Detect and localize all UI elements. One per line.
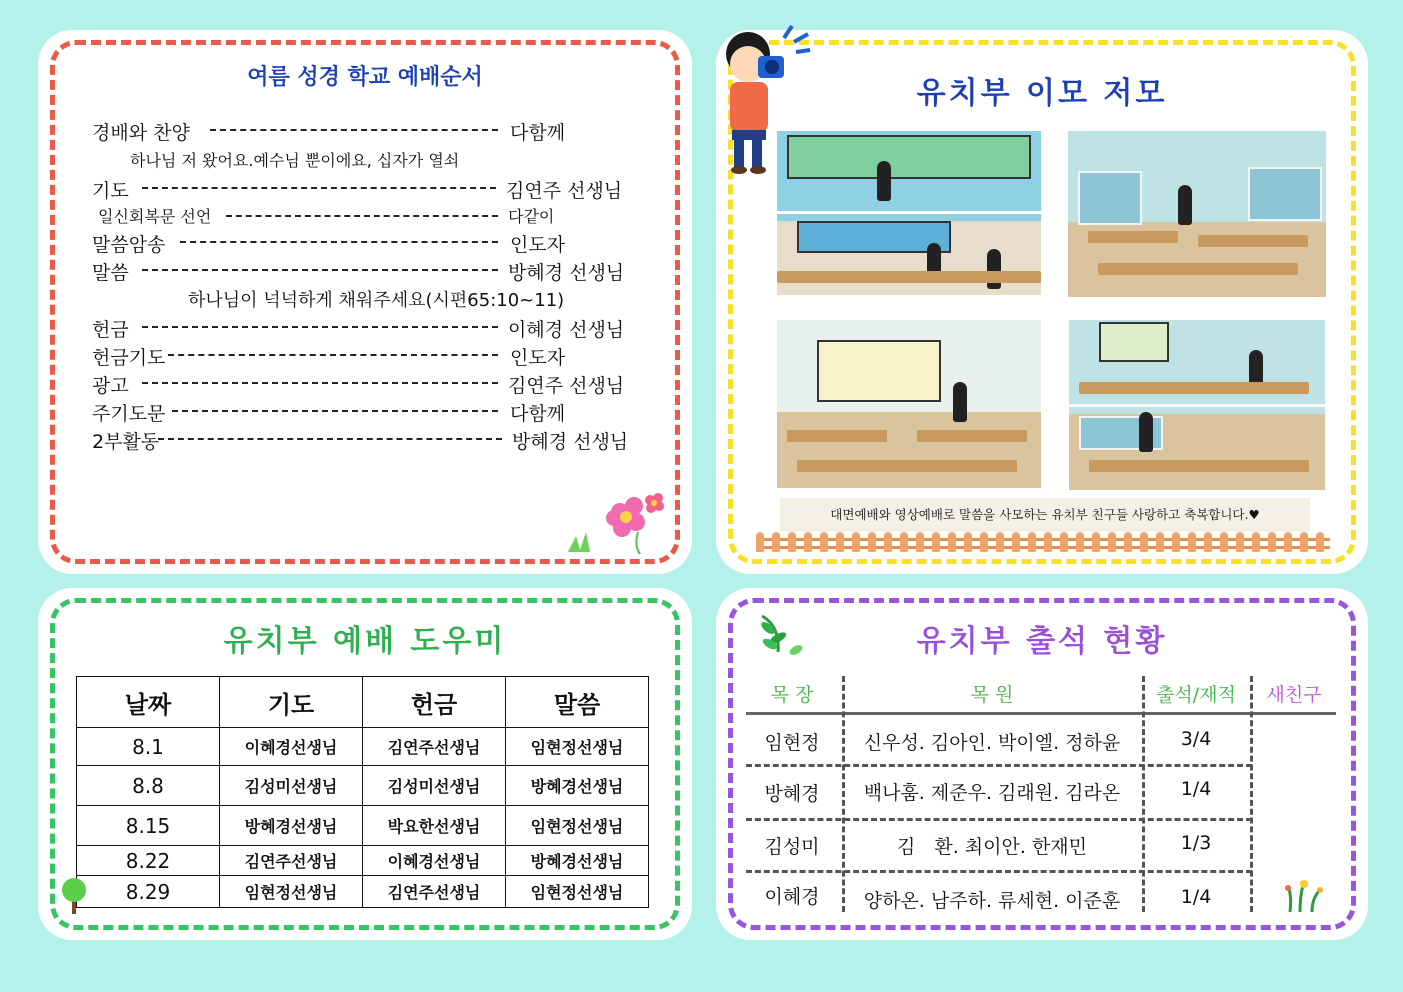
dotted-leader	[142, 269, 498, 271]
order-row	[92, 118, 566, 145]
leaf-icon	[752, 612, 812, 664]
worship-helpers-panel	[38, 588, 692, 940]
group-members: 백나훔. 제준우. 김래원. 김라온	[863, 782, 1121, 804]
helpers-table	[76, 676, 649, 908]
order-who: 이혜경 선생님	[508, 319, 625, 341]
table-row	[77, 846, 649, 876]
order-who: 김연주 선생님	[508, 375, 625, 397]
photo-classroom-1	[1068, 131, 1326, 297]
group-leader: 이혜경	[764, 886, 820, 908]
header-prayer: 기도	[220, 677, 363, 728]
photo-classroom-2	[1069, 320, 1325, 490]
fence-post	[852, 532, 860, 552]
row-divider	[746, 818, 1252, 821]
fence-post	[1156, 532, 1164, 552]
fence-post	[1092, 532, 1100, 552]
table-cell: 김연주선생님	[363, 876, 506, 908]
sermon-title: 하나님이 넉넉하게 채워주세요(시편65:10~11)	[188, 290, 565, 311]
order-label: 헌금기도	[92, 347, 166, 369]
fence-post	[900, 532, 908, 552]
table-row	[77, 728, 649, 766]
dotted-leader	[142, 382, 498, 384]
row-divider	[746, 870, 1252, 873]
header-members: 목 원	[970, 684, 1014, 706]
order-who: 다함께	[510, 122, 566, 144]
order-row	[92, 230, 566, 257]
column-divider	[1250, 676, 1253, 912]
photos-panel	[716, 30, 1368, 574]
table-cell: 방혜경선생님	[220, 806, 363, 846]
order-row	[92, 315, 625, 342]
fence-post	[1204, 532, 1212, 552]
header-divider	[746, 712, 1336, 715]
order-who: 다같이	[508, 207, 555, 226]
order-row	[92, 427, 629, 454]
fence-post	[836, 532, 844, 552]
order-label: 기도	[92, 180, 129, 202]
order-who: 다함께	[510, 403, 566, 425]
date-cell: 8.22	[77, 846, 220, 876]
order-title: 여름 성경 학교 예배순서	[247, 65, 483, 90]
dotted-leader	[142, 187, 496, 189]
table-cell: 방혜경선생님	[506, 766, 649, 806]
fence-post	[1172, 532, 1180, 552]
order-row	[92, 343, 566, 370]
table-row	[77, 876, 649, 908]
photos-caption: 대면예배와 영상예배로 말씀을 사모하는 유치부 친구들 사랑하고 축복합니다.♥	[780, 498, 1310, 532]
attendance-count: 3/4	[1180, 728, 1212, 750]
fence-post	[996, 532, 1004, 552]
flower-icon	[562, 492, 672, 556]
dotted-leader	[158, 438, 502, 440]
plant-icon	[1282, 878, 1326, 914]
table-cell: 김연주선생님	[220, 846, 363, 876]
order-who: 인도자	[510, 347, 566, 369]
table-row	[77, 806, 649, 846]
dotted-leader	[210, 129, 498, 131]
fence-post	[1060, 532, 1068, 552]
fence-post	[1220, 532, 1228, 552]
table-cell: 이혜경선생님	[220, 728, 363, 766]
order-label: 2부활동	[92, 431, 160, 453]
group-members: 양하온. 남주하. 류세현. 이준훈	[863, 890, 1121, 912]
order-of-service-panel	[38, 30, 692, 574]
order-label: 주기도문	[92, 403, 166, 425]
fence-decoration	[756, 532, 1330, 556]
table-cell: 임현정선생님	[220, 876, 363, 908]
order-row	[92, 176, 623, 203]
fence-post	[868, 532, 876, 552]
order-who: 김연주 선생님	[506, 180, 623, 202]
date-cell: 8.8	[77, 766, 220, 806]
table-cell: 김성미선생님	[363, 766, 506, 806]
fence-post	[964, 532, 972, 552]
helpers-title: 유치부 예배 도우미	[223, 624, 507, 659]
table-header-row	[77, 677, 649, 728]
fence-post	[788, 532, 796, 552]
fence-post	[1284, 532, 1292, 552]
table-cell: 김연주선생님	[363, 728, 506, 766]
fence-post	[1044, 532, 1052, 552]
order-label: 광고	[92, 375, 129, 397]
fence-post	[1076, 532, 1084, 552]
date-cell: 8.1	[77, 728, 220, 766]
header-sermon: 말씀	[506, 677, 649, 728]
header-offering: 헌금	[363, 677, 506, 728]
order-label: 말씀암송	[92, 234, 166, 256]
fence-post	[980, 532, 988, 552]
fence-post	[1316, 532, 1324, 552]
dotted-leader	[168, 354, 498, 356]
order-row	[92, 371, 625, 398]
attendance-title: 유치부 출석 현황	[916, 624, 1168, 659]
date-cell: 8.29	[77, 876, 220, 908]
fence-post	[1236, 532, 1244, 552]
order-who: 방혜경 선생님	[508, 262, 625, 284]
attendance-count: 1/3	[1180, 832, 1212, 854]
table-cell: 임현정선생님	[506, 806, 649, 846]
table-cell: 방혜경선생님	[506, 846, 649, 876]
attendance-count: 1/4	[1180, 778, 1212, 800]
table-cell: 김성미선생님	[220, 766, 363, 806]
fence-post	[820, 532, 828, 552]
order-who: 인도자	[510, 234, 566, 256]
tree-icon	[58, 876, 90, 916]
fence-post	[916, 532, 924, 552]
fence-post	[884, 532, 892, 552]
dotted-leader	[142, 326, 498, 328]
fence-post	[756, 532, 764, 552]
table-cell: 이혜경선생님	[363, 846, 506, 876]
dotted-leader	[226, 215, 498, 217]
photos-title: 유치부 이모 저모	[916, 76, 1168, 111]
group-leader: 방혜경	[764, 783, 820, 805]
fence-post	[1140, 532, 1148, 552]
fence-post	[932, 532, 940, 552]
header-attendance: 출석/재적	[1156, 684, 1236, 706]
attendance-count: 1/4	[1180, 886, 1212, 908]
order-label: 경배와 찬양	[92, 122, 190, 144]
header-date: 날짜	[77, 677, 220, 728]
fence-post	[1300, 532, 1308, 552]
fence-post	[772, 532, 780, 552]
group-members: 김 환. 최이안. 한재민	[897, 836, 1087, 858]
fence-post	[1012, 532, 1020, 552]
group-leader: 김성미	[764, 836, 820, 858]
order-row	[92, 399, 566, 426]
order-label: 말씀	[92, 262, 129, 284]
group-members: 신우성. 김아인. 박이엘. 정하윤	[863, 732, 1121, 754]
date-cell: 8.15	[77, 806, 220, 846]
photo-worship-2	[777, 320, 1041, 488]
table-cell: 박요한선생님	[363, 806, 506, 846]
fence-post	[1252, 532, 1260, 552]
attendance-panel	[716, 588, 1368, 940]
fence-post	[1108, 532, 1116, 552]
dotted-leader	[172, 410, 498, 412]
table-cell: 임현정선생님	[506, 876, 649, 908]
order-label: 헌금	[92, 319, 129, 341]
group-leader: 임현정	[764, 732, 820, 754]
fence-post	[1188, 532, 1196, 552]
order-row	[98, 204, 555, 227]
fence-post	[1028, 532, 1036, 552]
song-list: 하나님 저 왔어요.예수님 뿐이에요, 십자가 열쇠	[130, 151, 460, 170]
fence-post	[1268, 532, 1276, 552]
header-group: 목 장	[770, 684, 814, 706]
order-label: 일신회복문 선언	[98, 207, 212, 226]
order-row	[92, 258, 625, 285]
row-divider	[746, 764, 1252, 767]
fence-post	[804, 532, 812, 552]
order-who: 방혜경 선생님	[512, 431, 629, 453]
photo-worship-1	[777, 131, 1041, 295]
fence-post	[948, 532, 956, 552]
fence-post	[1124, 532, 1132, 552]
table-cell: 임현정선생님	[506, 728, 649, 766]
header-new-friends: 새친구	[1266, 684, 1322, 706]
table-row	[77, 766, 649, 806]
dotted-leader	[180, 241, 498, 243]
